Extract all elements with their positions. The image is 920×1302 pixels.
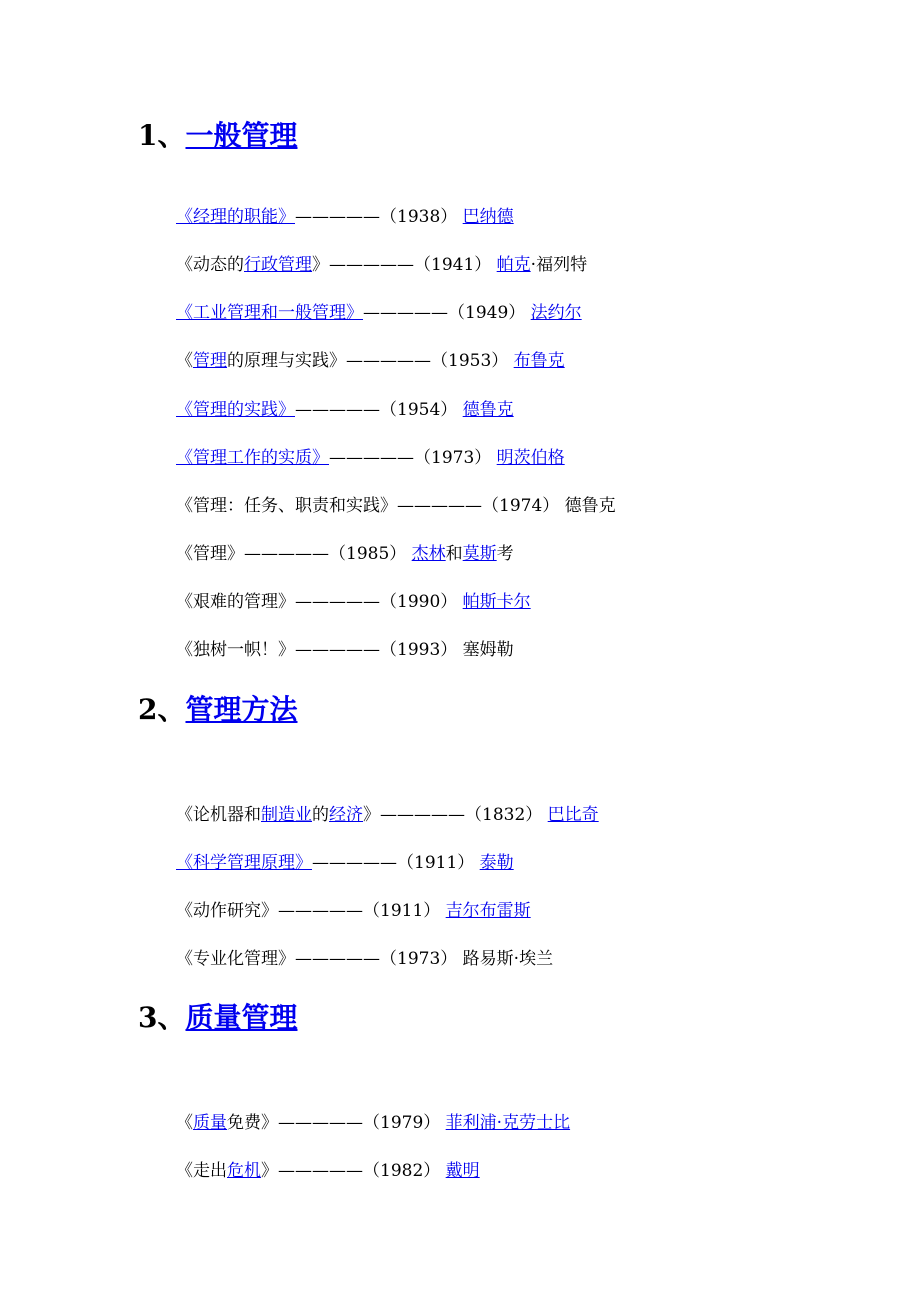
entry-link[interactable]: 《管理的实践》 [176, 400, 295, 420]
entry-text: 》—————（1832） [363, 805, 548, 825]
section-number: 2、 [138, 693, 186, 726]
entry-link[interactable]: 《科学管理原理》 [176, 853, 312, 873]
entry-text: ·福列特 [530, 255, 588, 275]
entry-text: —————（1973） [329, 448, 497, 468]
book-entry [176, 257, 587, 274]
entry-link[interactable]: 制造业 [261, 805, 312, 825]
book-entry [176, 305, 582, 322]
book-entry [176, 546, 514, 563]
section-heading-1 [138, 119, 298, 152]
book-entry [176, 402, 514, 419]
entry-link[interactable]: 布鲁克 [513, 351, 565, 371]
entry-link[interactable]: 杰林 [411, 544, 446, 564]
entry-link[interactable]: 巴比奇 [547, 805, 599, 825]
entry-link[interactable]: 《经理的职能》 [176, 207, 295, 227]
entry-text: 《论机器和 [176, 805, 261, 825]
book-entry [176, 209, 514, 226]
entry-link[interactable]: 泰勒 [479, 853, 514, 873]
entry-text: 和 [445, 544, 463, 564]
entry-text: 《动作研究》—————（1911） [176, 901, 446, 921]
entry-text: 《 [176, 1113, 193, 1133]
entry-text: 的 [312, 805, 329, 825]
entry-link[interactable]: 明茨伯格 [496, 448, 565, 468]
book-entry [176, 1115, 570, 1132]
entry-text: 《专业化管理》—————（1973） 路易斯·埃兰 [176, 949, 554, 969]
entry-link[interactable]: 经济 [329, 805, 363, 825]
section-number: 1、 [138, 119, 186, 152]
entry-text: 考 [496, 544, 514, 564]
entry-text: —————（1938） [295, 207, 463, 227]
entry-text: 《 [176, 351, 193, 371]
entry-text: —————（1911） [312, 853, 480, 873]
entry-link[interactable]: 吉尔布雷斯 [445, 901, 531, 921]
entry-link[interactable]: 帕克 [496, 255, 531, 275]
section-heading-3 [138, 1001, 298, 1034]
book-entry [176, 951, 553, 968]
section-title-link[interactable]: 一般管理 [185, 119, 298, 152]
entry-text: —————（1949） [363, 303, 531, 323]
entry-link[interactable]: 戴明 [445, 1161, 480, 1181]
entry-link[interactable]: 法约尔 [530, 303, 582, 323]
book-entry [176, 498, 616, 515]
entry-text: 的原理与实践》—————（1953） [227, 351, 514, 371]
book-entry [176, 353, 565, 370]
entry-text: 》—————（1982） [261, 1161, 446, 1181]
section-number: 3、 [138, 1001, 186, 1034]
entry-link[interactable]: 菲利浦·克劳士比 [445, 1113, 571, 1133]
book-entry [176, 450, 565, 467]
entry-link[interactable]: 莫斯 [462, 544, 497, 564]
section-title-link[interactable]: 管理方法 [185, 693, 298, 726]
entry-link[interactable]: 《管理工作的实质》 [176, 448, 329, 468]
book-entry [176, 855, 514, 872]
entry-text: 《动态的 [176, 255, 244, 275]
entry-text: 免费》—————（1979） [227, 1113, 446, 1133]
entry-text: 《管理：任务、职责和实践》—————（1974） 德鲁克 [176, 496, 616, 516]
entry-text: —————（1954） [295, 400, 463, 420]
entry-text: 《艰难的管理》—————（1990） [176, 592, 463, 612]
book-entry [176, 1163, 480, 1180]
book-entry [176, 903, 531, 920]
entry-text: 》—————（1941） [312, 255, 497, 275]
entry-link[interactable]: 《工业管理和一般管理》 [176, 303, 363, 323]
book-entry [176, 594, 531, 611]
entry-link[interactable]: 帕斯卡尔 [462, 592, 531, 612]
section-heading-2 [138, 693, 298, 726]
entry-link[interactable]: 巴纳德 [462, 207, 514, 227]
entry-link[interactable]: 管理 [193, 351, 227, 371]
entry-text: 《管理》—————（1985） [176, 544, 412, 564]
entry-link[interactable]: 德鲁克 [462, 400, 514, 420]
entry-text: 《走出 [176, 1161, 227, 1181]
entry-link[interactable]: 质量 [193, 1113, 227, 1133]
book-entry [176, 807, 599, 824]
book-entry [176, 642, 514, 659]
section-title-link[interactable]: 质量管理 [185, 1001, 298, 1034]
entry-text: 《独树一帜！》—————（1993） 塞姆勒 [176, 640, 514, 660]
entry-link[interactable]: 行政管理 [244, 255, 312, 275]
entry-link[interactable]: 危机 [227, 1161, 261, 1181]
